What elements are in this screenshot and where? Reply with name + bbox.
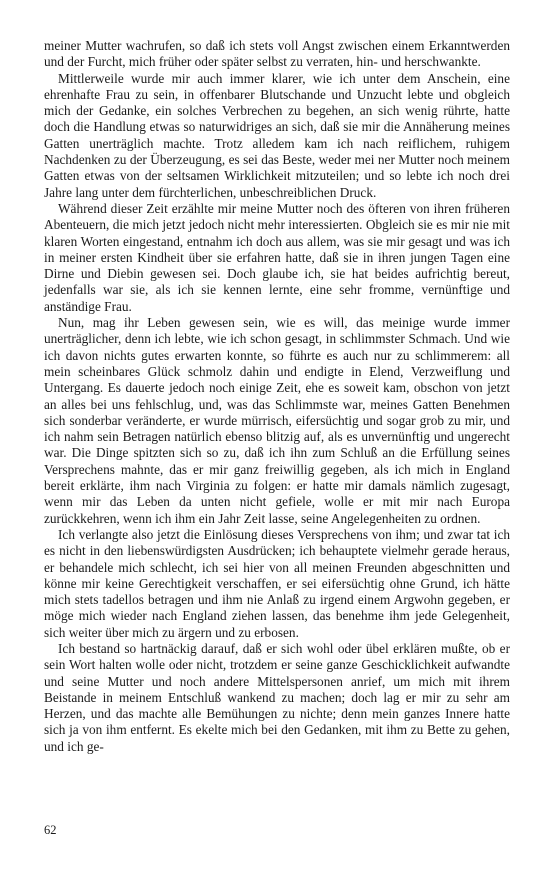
page-number: 62 (44, 823, 57, 837)
paragraph-1: meiner Mutter wachrufen, so daß ich stets voll Angst zwischen einem Erkanntwerden und der Furcht, mich früher oder später selbst zu verraten, hin- und herschwankte. (44, 38, 510, 70)
paragraph-5: Ich verlangte also jetzt die Einlösung dieses Versprechens von ihm; und zwar tat ich es nicht in den liebenswürdigsten Ausdrücken; ich behauptete vielmehr gerade heraus, er behandele mich schlecht, ich sei hier von all meinen Freunden abgeschnitten und könne mir keine Gerechtigkeit verschaffen, er sei eifersüchtig ohne Grund, ich hätte mich stets tadellos betragen und ihm nie Anlaß zu irgend einem Argwohn gegeben, er möge mich wieder nach England ziehen lassen, das benehme ihm jede Gelegenheit, sich weiter über mich zu ärgern und zu erbosen. (44, 526, 510, 640)
paragraph-3: Während dieser Zeit erzählte mir meine Mutter noch des öfteren von ihren früheren Abenteuern, die mich jetzt jedoch nicht mehr interessierten. Obgleich sie es mir nie mit klaren Worten eingestand, entnahm ich doch aus allem, was sie mir gesagt und was ich in meiner ersten Kindheit über sie erfahren hatte, daß sie in ihren jungen Tagen eine Dirne und Diebin gewesen sei. Doch glaube ich, sie hat beides aufrichtig bereut, jedenfalls war sie, als ich sie kennen lernte, eine sehr fromme, vernünftige und anständige Frau. (44, 200, 510, 314)
paragraph-4: Nun, mag ihr Leben gewesen sein, wie es will, das meinige wurde immer unerträglicher, denn ich lebte, wie ich schon gesagt, in schlimmster Schmach. Und wie ich davon nichts gutes erwarten konnte, so führte es auch nur zu schlimmerem: all mein scheinbares Glück schmolz dahin und endigte in Elend, Verzweiflung und Untergang. Es dauerte jedoch noch einige Zeit, ehe es soweit kam, obschon von jetzt an alles bei uns fehlschlug, und, was das Schlimmste war, meines Gatten Benehmen sich sonderbar veränderte, er wurde mürrisch, eifersüchtig und sogar grob zu mir, und ich nahm sein Betragen natürlich ebenso blitzig auf, als es unvernünftig und ungerecht war. Die Dinge spitzten sich so zu, daß ich ihn zum Schluß an die Erfüllung seines Versprechens mahnte, das er mir ganz freiwillig gegeben, als ich mich in England bereit erklärte, ihm nach Virginia zu folgen: er hatte mir damals nämlich zugesagt, wenn mir das Leben da unten nicht gefiele, wolle er mit mir nach Europa zurückkehren, wenn ich ihm ein Jahr Zeit lasse, seine Angelegenheiten zu ordnen. (44, 315, 510, 526)
book-page (44, 38, 510, 755)
paragraph-6: Ich bestand so hartnäckig darauf, daß er sich wohl oder übel erklären mußte, ob er sein Wort halten wolle oder nicht, trotzdem er seine ganze Geschicklichkeit aufwandte und seine Mutter und noch andere Mittelspersonen anrief, um mich mit ihrem Beistande in meinem Entschluß wankend zu machen; doch lag er mir zu sehr am Herzen, und das machte alle Bemühungen zu nichte; denn mein ganzes Innere hatte sich ja von ihm entfernt. Es ekelte mich bei den Gedanken, mit ihm zu Bette zu gehen, und ich ge- (44, 640, 510, 754)
paragraph-2: Mittlerweile wurde mir auch immer klarer, wie ich unter dem Anschein, eine ehrenhafte Frau zu sein, in offenbarer Blutschande und Unzucht lebte und obgleich mich der Gedanke, ein solches Verbrechen zu begehen, an sich wenig rührte, hatte doch die Handlung etwas so naturwidriges an sich, daß sie mir die Annäherung meines Gatten unerträglich machte. Trotz alledem kam ich nach reiflichem, ruhigem Nachdenken zu der Überzeugung, es sei das Beste, weder mei ner Mutter noch meinem Gatten etwas von der seltsamen Wirklichkeit mitzuteilen; und so lebte ich noch drei Jahre lang unter dem fürchterlichen, unbeschreiblichen Druck. (44, 70, 510, 200)
